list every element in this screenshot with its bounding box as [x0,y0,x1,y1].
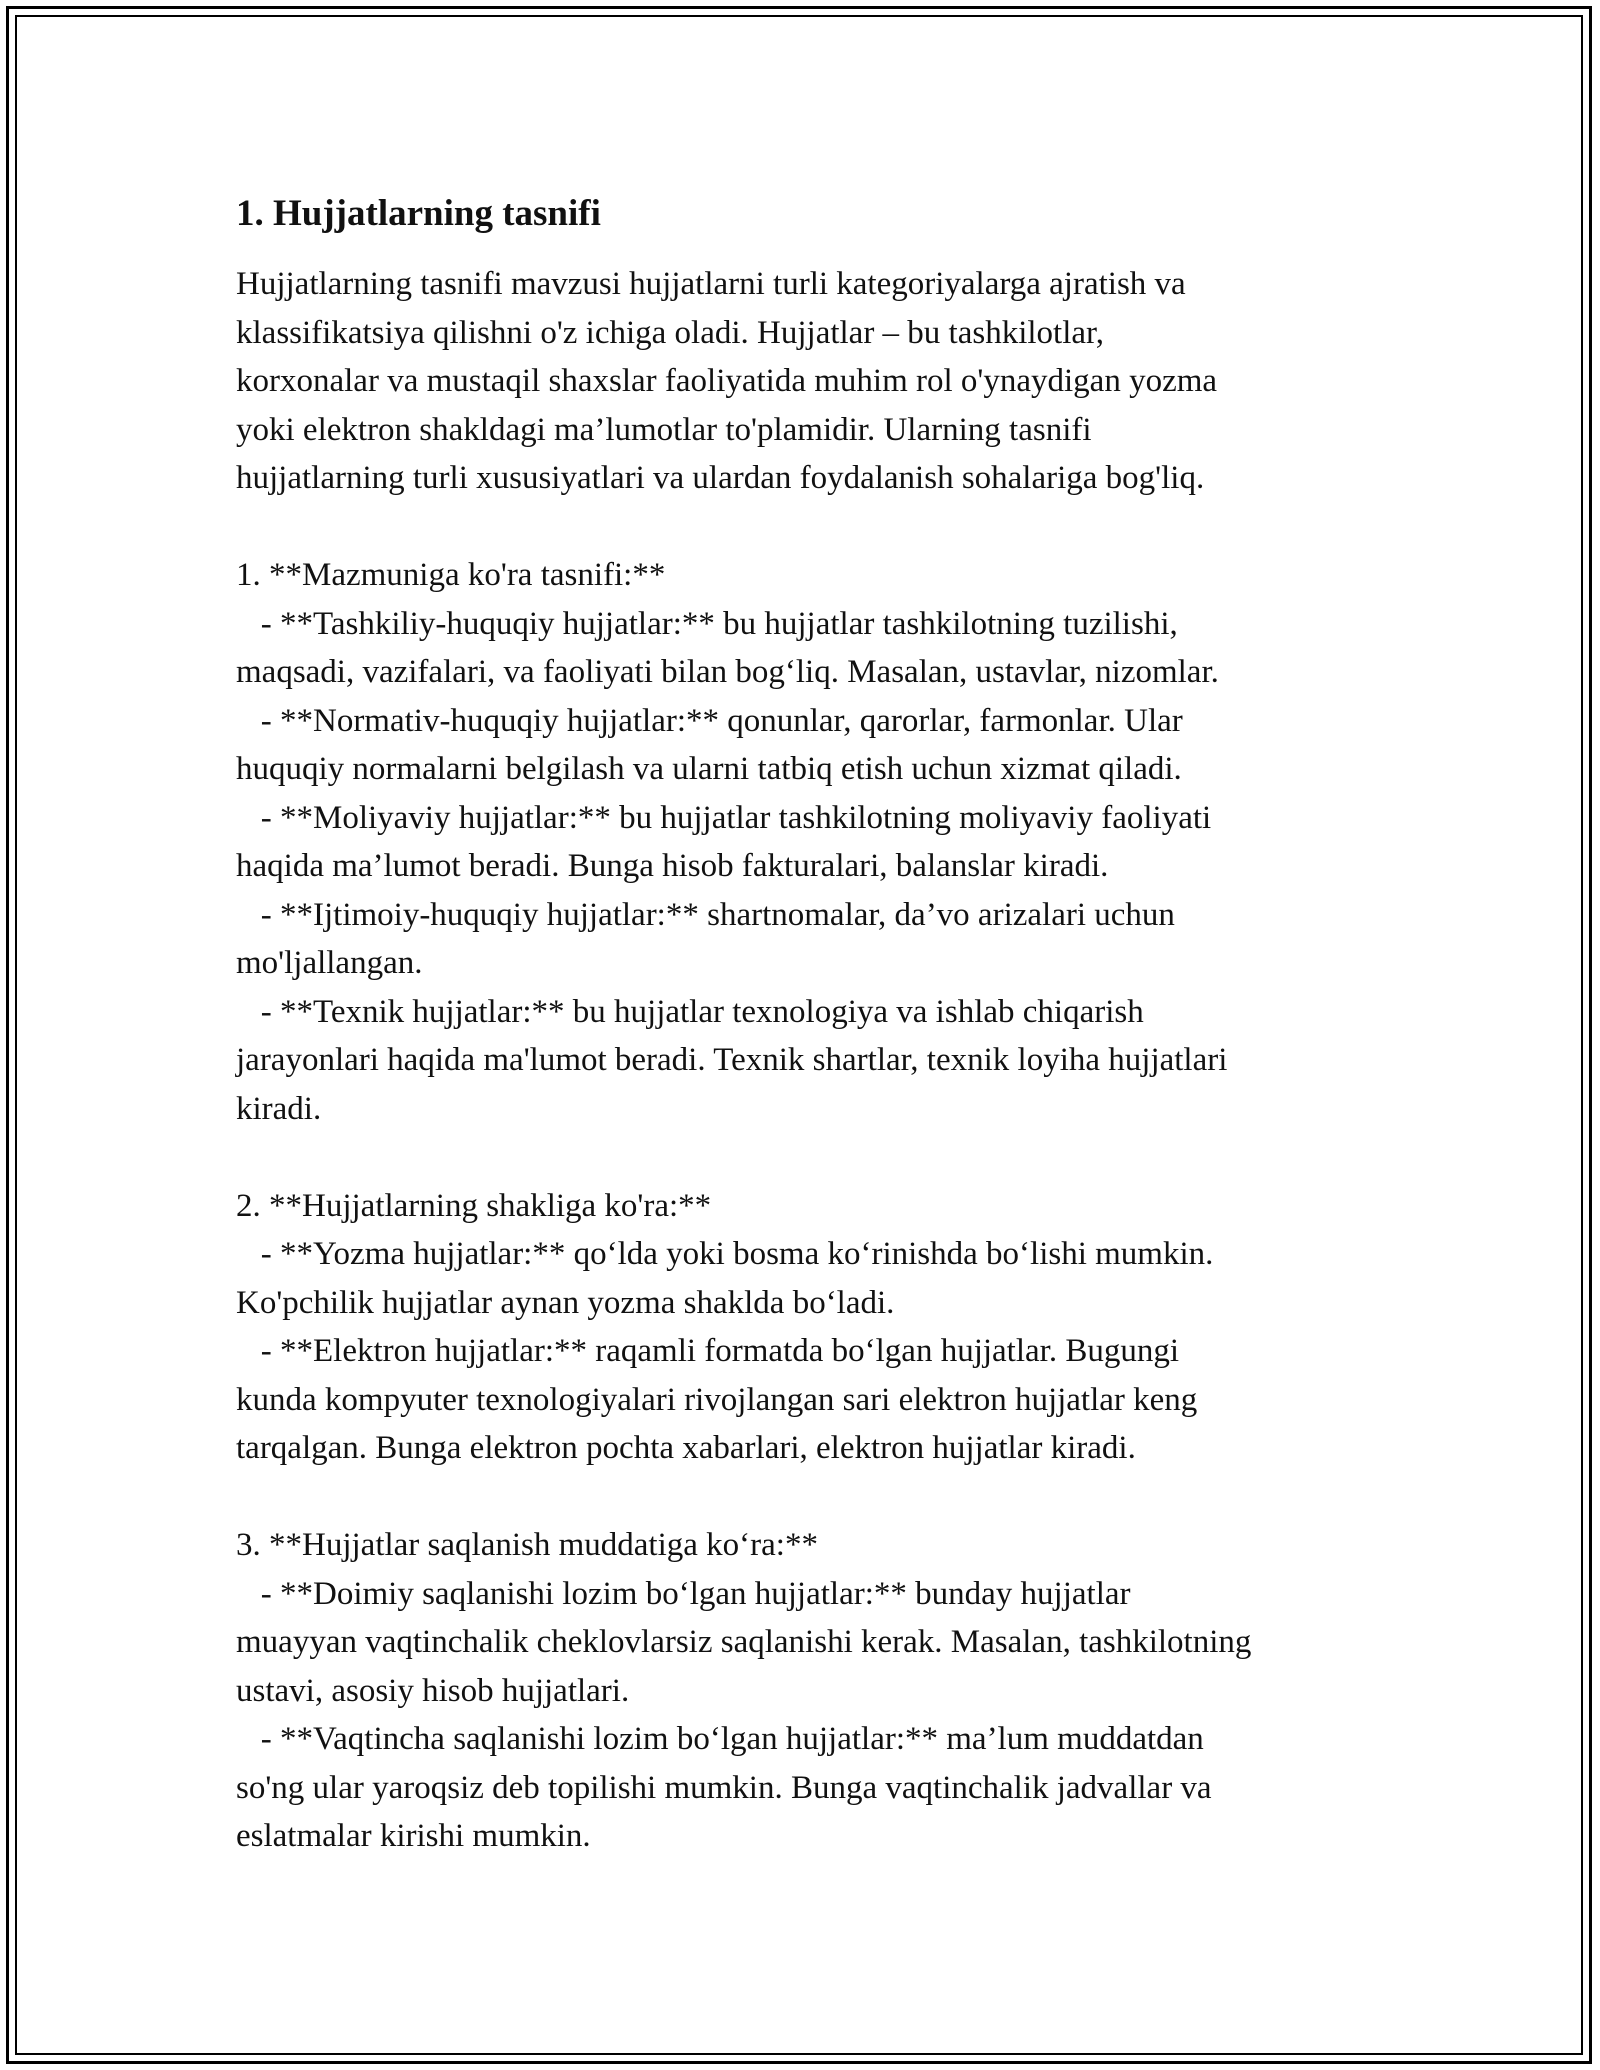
spacer [236,1133,1386,1182]
spacer [236,1473,1386,1522]
intro-paragraph: Hujjatlarning tasnifi mavzusi hujjatlarni turli kategoriyalarga ajratish va klassifikatsiya qilishni o'z ichiga oladi. Hujjatlar – bu tashkilotlar, korxonalar va mustaqil shaxslar faoliyatida muhim rol o'ynaydigan yozma yoki elektron shakldagi ma’lumotlar to'plamidir. Ularning tasnifi hujjatlarning turli xususiyatlari va ulardan foydalanish sohalariga bog'liq. [236,266,1218,496]
document-title: 1. Hujjatlarning tasnifi [236,193,601,234]
spacer [236,503,1386,552]
section-content-classification: 1. **Mazmuniga ko'ra tasnifi:** - **Tashkiliy-huquqiy hujjatlar:** bu hujjatlar tashkilotning tuzilishi, maqsadi, vazifalari, va faoliyati bilan bog‘liq. Masalan, ustavlar, nizomlar. - **Normativ-huquqiy hujjatlar:** qonunlar, qarorlar, farmonlar. Ular huquqiy normalarni belgilash va ularni tatbiq etish uchun xizmat qiladi. - **Moliyaviy hujjatlar:** bu hujjatlar tashkilotning moliyaviy faoliyati haqida ma’lumot beradi. Bunga hisob fakturalari, balanslar kiradi. - **Ijtimoiy-huquqiy hujjatlar:** shartnomalar, da’vo arizalari uchun mo'ljallangan. - **Texnik hujjatlar:** bu hujjatlar texnologiya va ishlab chiqarish jarayonlari haqida ma'lumot beradi. Texnik shartlar, texnik loyiha hujjatlari kiradi. [236,557,1228,1127]
document-body [236,186,1386,1861]
section-storage-classification: 3. **Hujjatlar saqlanish muddatiga ko‘ra:** - **Doimiy saqlanishi lozim bo‘lgan hujjatlar:** bunday hujjatlar muayyan vaqtinchalik cheklovlarsiz saqlanishi kerak. Masalan, tashkilotning ustavi, asosiy hisob hujjatlari. - **Vaqtincha saqlanishi lozim bo‘lgan hujjatlar:** ma’lum muddatdan so'ng ular yaroqsiz deb topilishi mumkin. Bunga vaqtinchalik jadvallar va eslatmalar kirishi mumkin. [236,1527,1252,1854]
section-form-classification: 2. **Hujjatlarning shakliga ko'ra:** - **Yozma hujjatlar:** qo‘lda yoki bosma ko‘rinishda bo‘lishi mumkin. Ko'pchilik hujjatlar aynan yozma shaklda bo‘ladi. - **Elektron hujjatlar:** raqamli formatda bo‘lgan hujjatlar. Bugungi kunda kompyuter texnologiyalari rivojlangan sari elektron hujjatlar keng tarqalgan. Bunga elektron pochta xabarlari, elektron hujjatlar kiradi. [236,1187,1214,1466]
